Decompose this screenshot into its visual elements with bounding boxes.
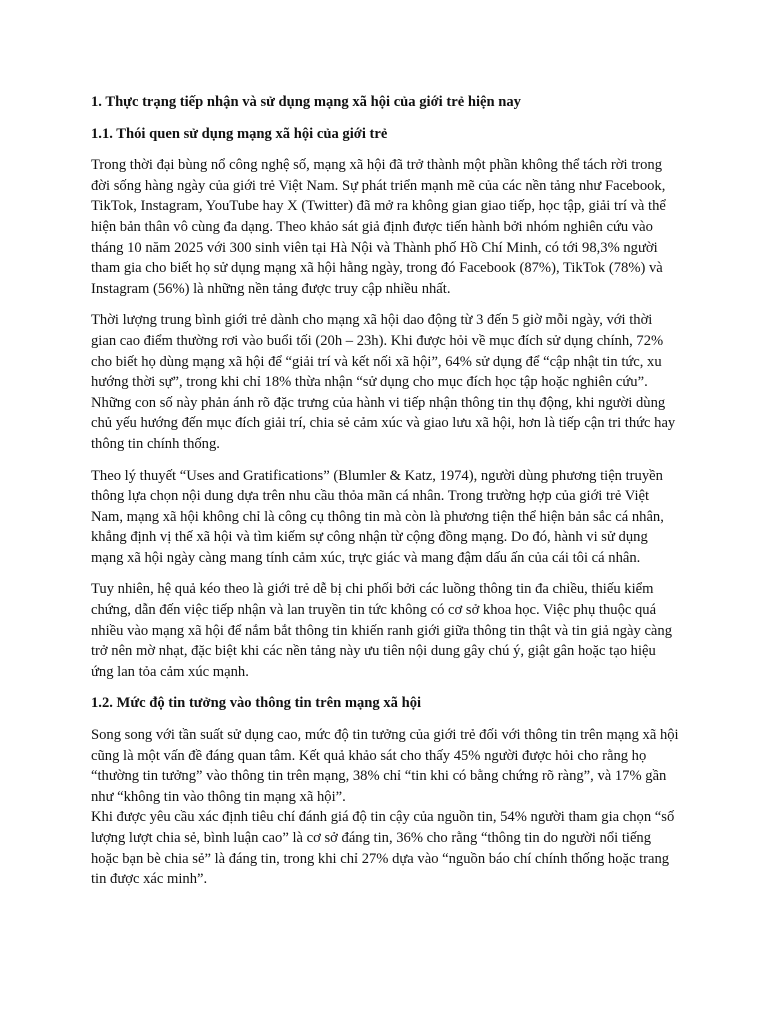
section-1-1-paragraph-2: Thời lượng trung bình giới trẻ dành cho mạng xã hội dao động từ 3 đến 5 giờ mỗi ngày, với thời gian cao điểm thường rơi vào buổi tối (20h – 23h). Khi được hỏi về mục đích sử dụng chính, 72% cho biết họ dùng mạng xã hội để “giải trí và kết nối xã hội”, 64% sử dụng để “cập nhật tin tức, xu hướng thời sự”, trong khi chỉ 18% thừa nhận “sử dụng cho mục đích học tập hoặc nghiên cứu”. Những con số này phản ánh rõ đặc trưng của hành vi tiếp nhận thông tin thụ động, khi người dùng chủ yếu hướng đến mục đích giải trí, chia sẻ cảm xúc và giao lưu xã hội, hơn là tiếp cận tri thức hay thông tin chính thống. [91, 312, 676, 452]
section-1-1-title: 1.1. Thói quen sử dụng mạng xã hội của giới trẻ [91, 125, 388, 142]
section-1-2-paragraph-1: Song song với tần suất sử dụng cao, mức độ tin tưởng của giới trẻ đối với thông tin trên mạng xã hội cũng là một vấn đề đáng quan tâm. Kết quả khảo sát cho thấy 45% người được hỏi cho rằng họ “thường tin tưởng” vào thông tin trên mạng, 38% chỉ “tin khi có bằng chứng rõ ràng”, và 17% gần như “không tin vào thông tin mạng xã hội”. [91, 727, 679, 805]
main-heading: 1. Thực trạng tiếp nhận và sử dụng mạng xã hội của giới trẻ hiện nay [91, 94, 521, 110]
section-1-1-paragraph-3: Theo lý thuyết “Uses and Gratifications” (Blumler & Katz, 1974), người dùng phương tiện truyền thông lựa chọn nội dung dựa trên nhu cầu thỏa mãn cá nhân. Trong trường hợp của giới trẻ Việt Nam, mạng xã hội không chỉ là công cụ thông tin mà còn là phương tiện thể hiện bản sắc cá nhân, khẳng định vị thế xã hội và tìm kiếm sự công nhận từ cộng đồng mạng. Do đó, hành vi sử dụng mạng xã hội ngày càng mang tính cảm xúc, trực giác và mang đậm dấu ấn của cái tôi cá nhân. [91, 467, 664, 566]
section-1-2-paragraph-2: Khi được yêu cầu xác định tiêu chí đánh giá độ tin cậy của nguồn tin, 54% người tham gia chọn “số lượng lượt chia sẻ, bình luận cao” là cơ sở đáng tin, 36% cho rằng “thông tin do người nổi tiếng hoặc bạn bè chia sẻ” là đáng tin, trong khi chỉ 27% dựa vào “nguồn báo chí chính thống hoặc trang tin được xác minh”. [91, 809, 675, 888]
section-1-2-title: 1.2. Mức độ tin tưởng vào thông tin trên mạng xã hội [91, 695, 422, 712]
section-1-1-paragraph-4: Tuy nhiên, hệ quả kéo theo là giới trẻ dễ bị chi phối bởi các luồng thông tin đa chiều, thiếu kiểm chứng, dẫn đến việc tiếp nhận và lan truyền tin tức không có cơ sở khoa học. Việc phụ thuộc quá nhiều vào mạng xã hội để nắm bắt thông tin khiến ranh giới giữa thông tin thật và tin giả ngày càng trở nên mờ nhạt, đặc biệt khi các nền tảng này ưu tiên nội dung gây chú ý, giật gân hoặc tạo hiệu ứng lan tỏa cảm xúc mạnh. [91, 581, 673, 680]
section-1-1-paragraph-1: Trong thời đại bùng nổ công nghệ số, mạng xã hội đã trở thành một phần không thể tách rời trong đời sống hàng ngày của giới trẻ Việt Nam. Sự phát triển mạnh mẽ của các nền tảng như Facebook, TikTok, Instagram, YouTube hay X (Twitter) đã mở ra không gian giao tiếp, học tập, giải trí và thể hiện bản thân vô cùng đa dạng. Theo khảo sát giả định được tiến hành bởi nhóm nghiên cứu vào tháng 10 năm 2025 với 300 sinh viên tại Hà Nội và Thành phố Hồ Chí Minh, có tới 98,3% người tham gia cho biết họ sử dụng mạng xã hội hằng ngày, trong đó Facebook (87%), TikTok (78%) và Instagram (56%) là những nền tảng được truy cập nhiều nhất. [91, 157, 666, 297]
